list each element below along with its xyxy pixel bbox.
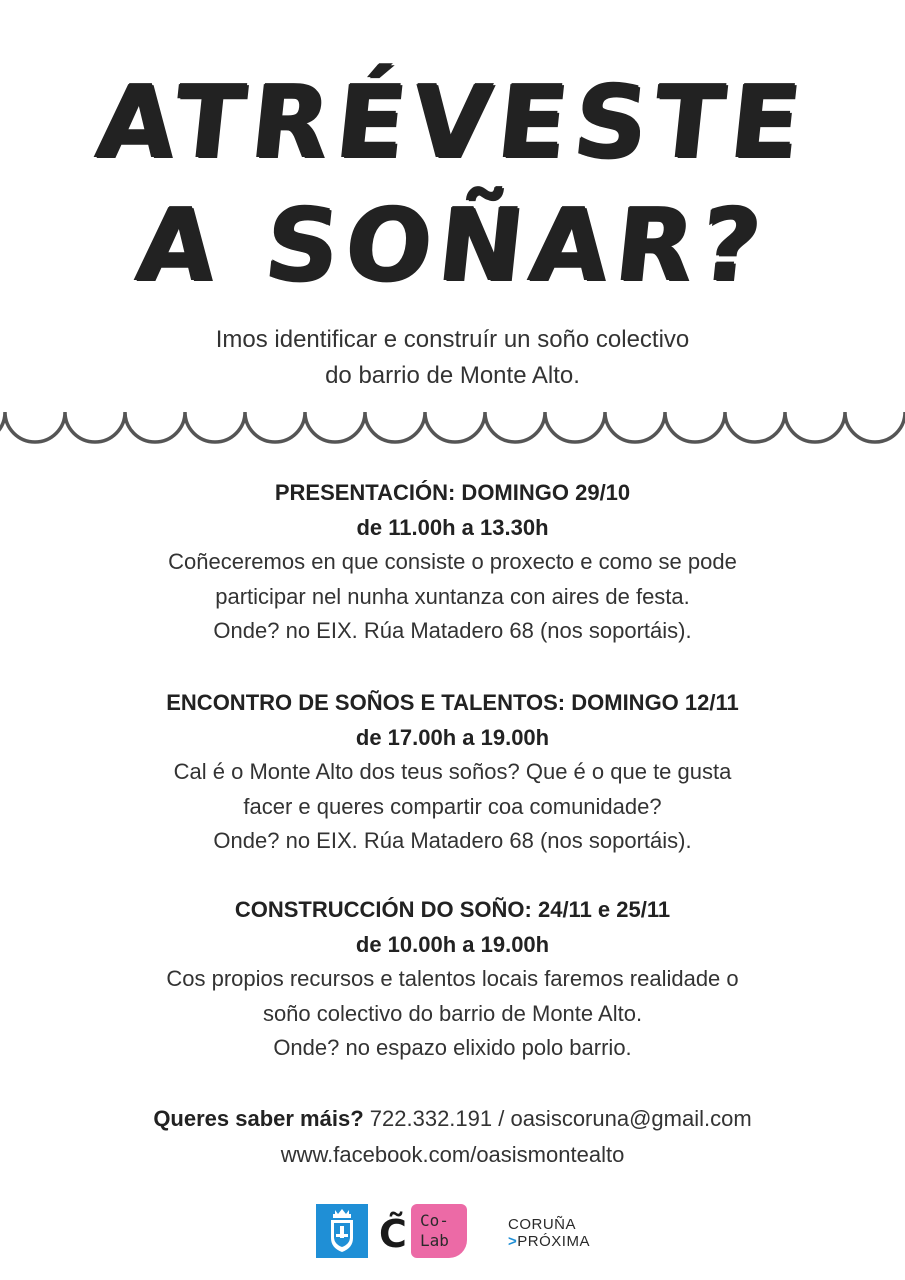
- event-heading: PRESENTACIÓN: DOMINGO 29/10: [274, 480, 631, 505]
- event-time: de 11.00h a 13.30h: [356, 514, 549, 540]
- colab-line-1: Co-: [420, 1211, 449, 1230]
- event-line: Cos propios recursos e talentos locais faremos realidade o: [166, 966, 739, 991]
- contact-details[interactable]: 722.332.191 / oasiscoruna@gmail.com: [369, 1106, 752, 1131]
- colab-line-2: Lab: [420, 1231, 449, 1250]
- event-line: facer e queres compartir coa comunidade?: [243, 793, 662, 819]
- contact-info: [0, 1101, 905, 1173]
- coruna-line-2: [508, 1233, 618, 1250]
- facebook-link[interactable]: www.facebook.com/oasismontealto: [280, 1142, 625, 1167]
- event-time: de 17.00h a 19.00h: [355, 724, 550, 750]
- event-location: Onde? no EIX. Rúa Matadero 68 (nos soportáis).: [213, 618, 692, 643]
- coruna-line-2-text: PRÓXIMA: [517, 1233, 590, 1250]
- event-presentation: [0, 476, 905, 649]
- intro-line-1: Imos identificar e construír un soño colectivo: [215, 326, 690, 353]
- event-location: Onde? no EIX. Rúa Matadero 68 (nos soportáis).: [213, 828, 692, 853]
- contact-question: Queres saber máis?: [153, 1106, 364, 1131]
- event-line: soño colectivo do barrio de Monte Alto.: [262, 1000, 643, 1026]
- event-dreams-talents: [0, 686, 905, 859]
- event-heading: ENCONTRO DE SOÑOS E TALENTOS: DOMINGO 12/11: [166, 690, 739, 715]
- chevron-right-icon: >: [508, 1233, 518, 1250]
- event-construction: [0, 893, 905, 1066]
- colab-logo: [411, 1204, 467, 1258]
- coat-of-arms-icon: [316, 1204, 368, 1258]
- coruna-proxima-logo: [508, 1216, 618, 1250]
- c-tilde-logo: C̃: [379, 1212, 407, 1256]
- event-heading: CONSTRUCCIÓN DO SOÑO: 24/11 e 25/11: [234, 897, 671, 922]
- event-location: Onde? no espazo elixido polo barrio.: [273, 1035, 632, 1060]
- intro-line-2: do barrio de Monte Alto.: [325, 362, 580, 389]
- contact-line: [0, 1101, 905, 1137]
- event-time: de 10.00h a 19.00h: [355, 931, 550, 957]
- event-line: participar nel nunha xuntanza con aires de festa.: [215, 583, 690, 609]
- wave-divider: [0, 400, 905, 450]
- sponsor-logos: [0, 1204, 905, 1260]
- event-line: Coñeceremos en que consiste o proxecto e como se pode: [168, 549, 737, 574]
- poster-title-line-2: A SOÑAR?: [131, 186, 774, 303]
- intro-text: [0, 322, 905, 394]
- coruna-line-1: CORUÑA: [508, 1216, 577, 1233]
- poster-title-line-1: ATRÉVESTE: [91, 63, 814, 180]
- event-line: Cal é o Monte Alto dos teus soños? Que é o que te gusta: [173, 759, 732, 784]
